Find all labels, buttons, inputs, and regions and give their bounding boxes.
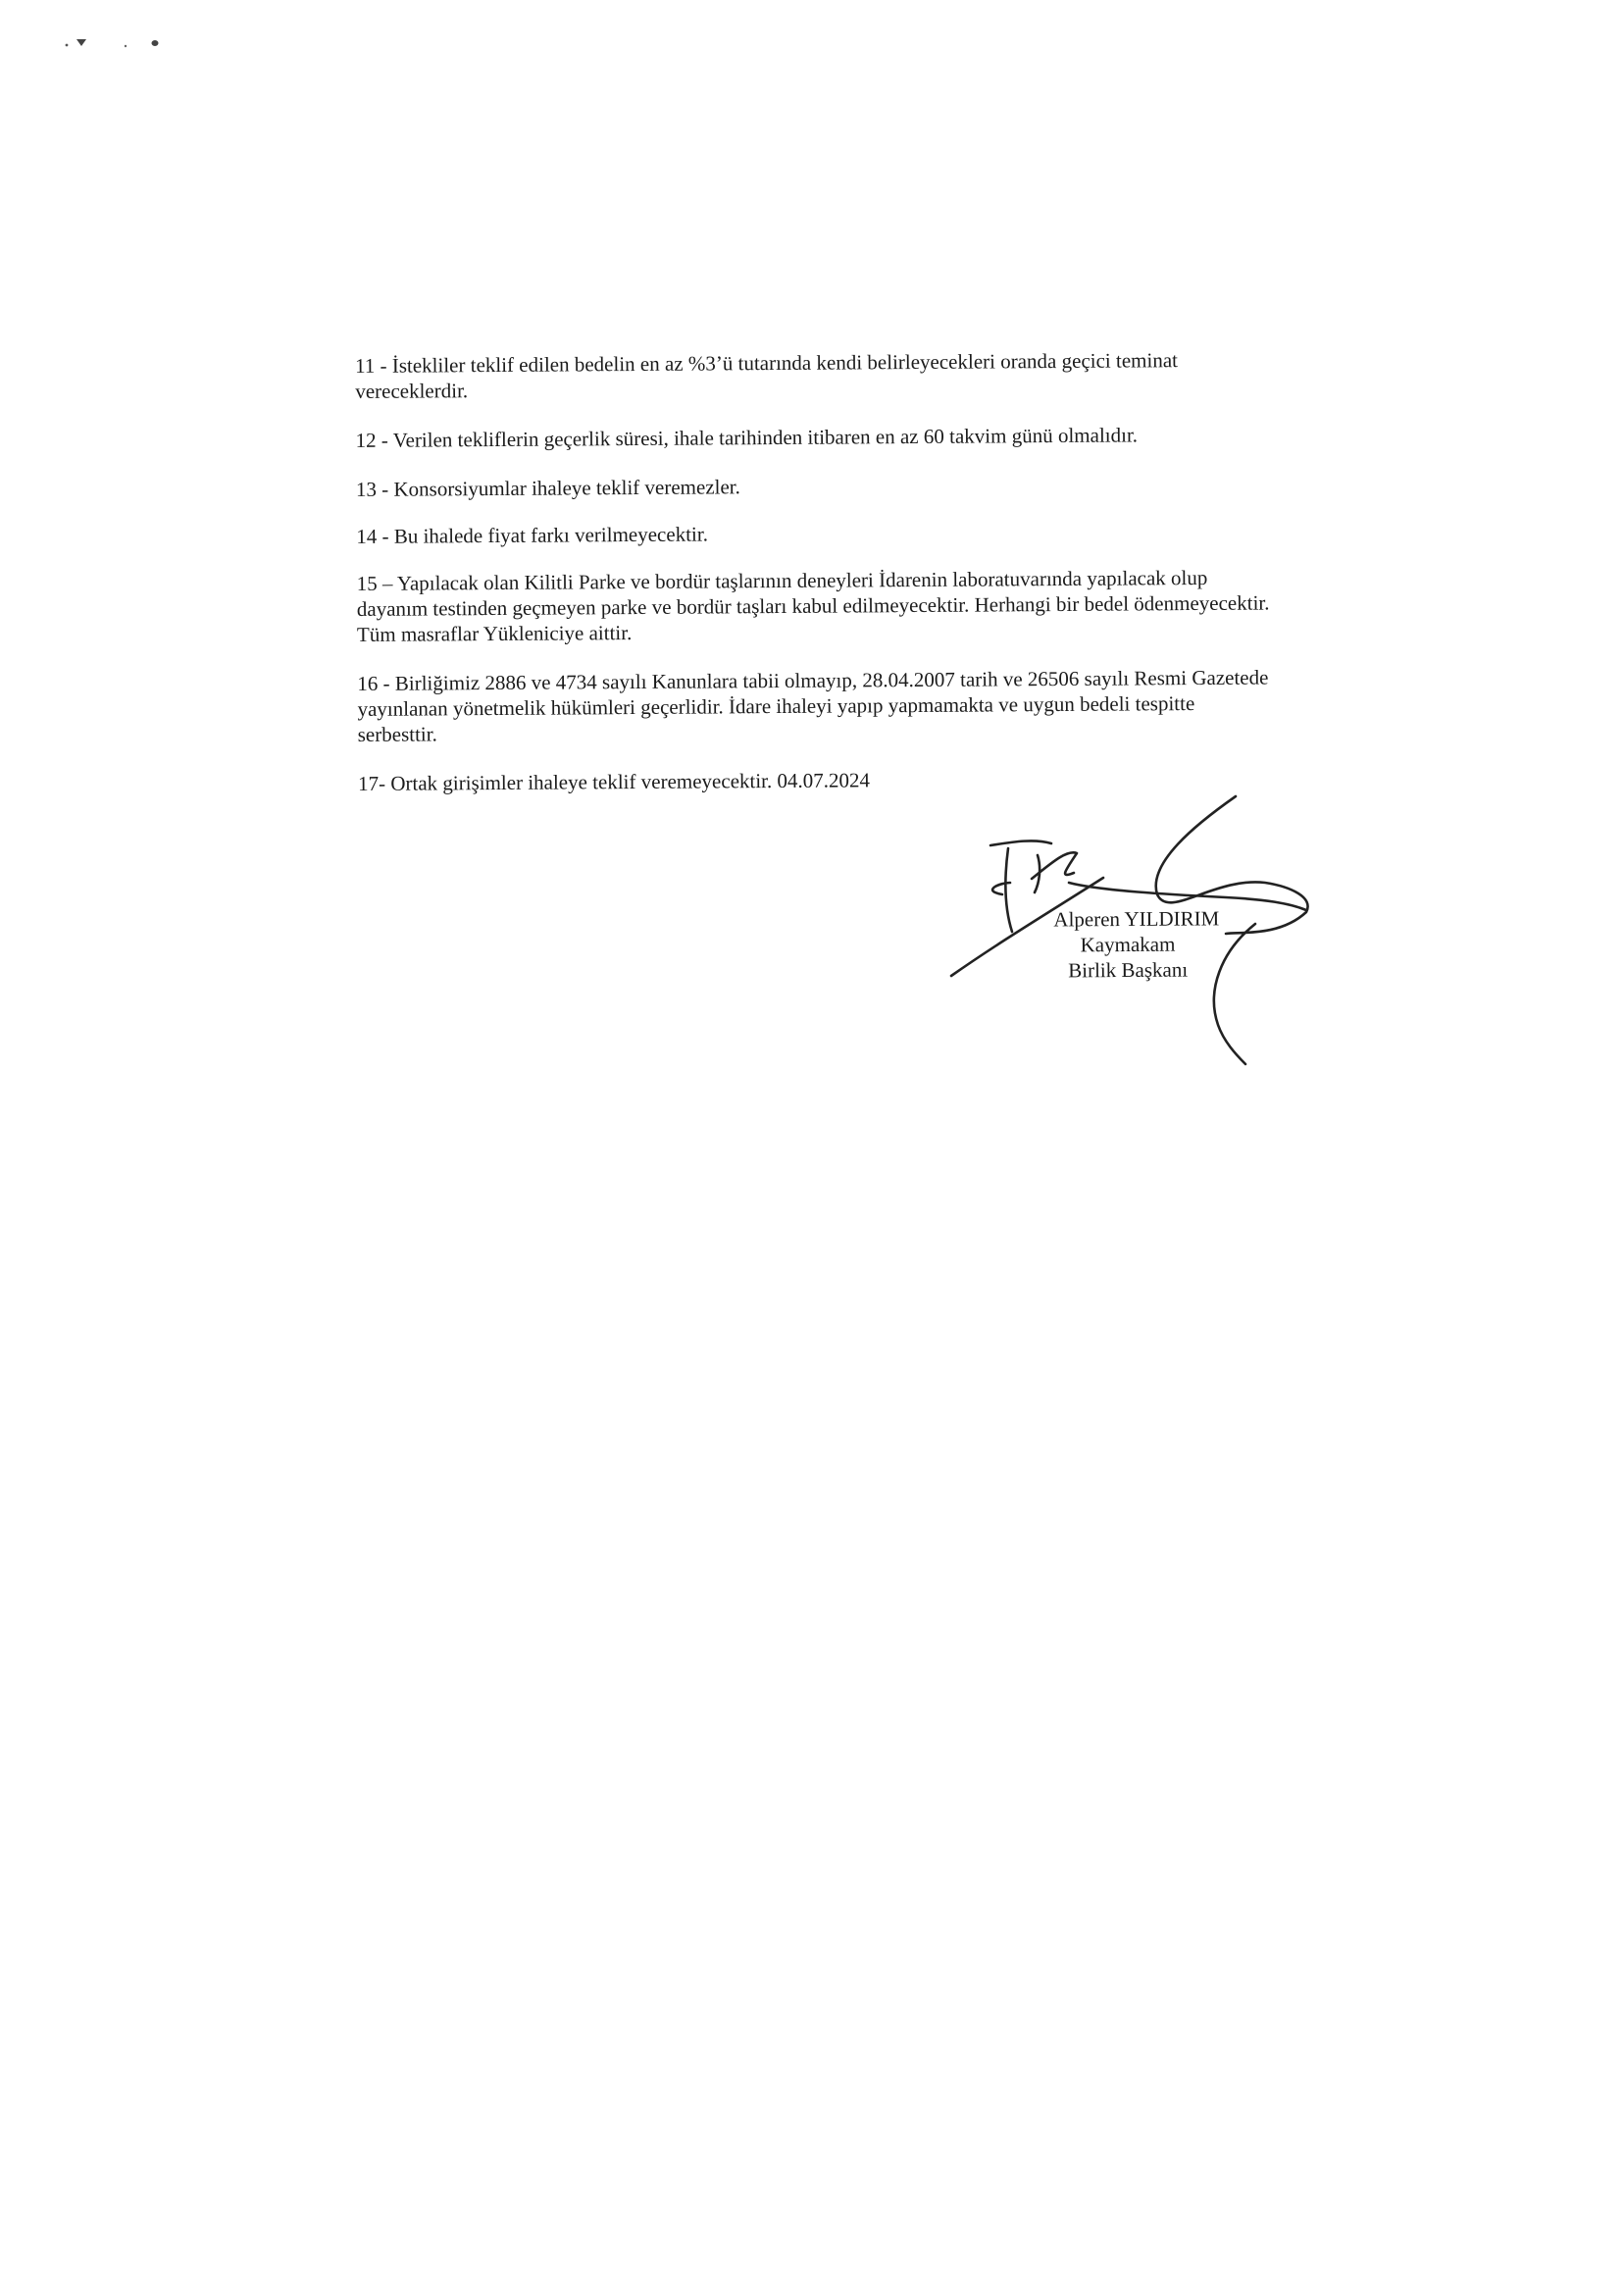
clause-12: 12 - Verilen tekliflerin geçerlik süresi, ihale tarihinden itibaren en az 60 takvim günü olmalıdır. bbox=[355, 423, 1139, 452]
clause-16: 16 - Birliğimiz 2886 ve 4734 sayılı Kanunlara tabii olmayıp, 28.04.2007 tarih ve 26506 sayılı Resmi Gazetede yayınlanan yönetmelik hükümleri geçerlidir. İdare ihaleyi yapıp yapmamakta ve uygun bedeli tespitte serbesttir. bbox=[357, 665, 1269, 746]
clause-13: 13 - Konsorsiyumlar ihaleye teklif veremezler. bbox=[355, 475, 740, 501]
signatory-name: Alperen YILDIRIM bbox=[1053, 906, 1220, 932]
document-body bbox=[355, 346, 1280, 820]
signature-block bbox=[1020, 905, 1237, 984]
signatory-title: Kaymakam bbox=[1080, 932, 1176, 957]
clause-17-date: 17- Ortak girişimler ihaleye teklif veremeyecektir. 04.07.2024 bbox=[357, 768, 871, 795]
signatory-role: Birlik Başkanı bbox=[1068, 957, 1189, 983]
scan-speck-icon bbox=[59, 29, 177, 59]
clause-15: 15 – Yapılacak olan Kilitli Parke ve bordür taşlarının deneyleri İdarenin laboratuvarında yapılacak olup dayanım testinden geçmeyen parke ve bordür taşları kabul edilmeyecektir. Herhangi bir bedel ödenmeyecektir. Tüm masraflar Yükleniciye aittir. bbox=[356, 565, 1270, 646]
clause-14: 14 - Bu ihalede fiyat farkı verilmeyecektir. bbox=[356, 522, 709, 548]
clause-11: 11 - İstekliler teklif edilen bedelin en az %3’ü tutarında kendi belirleyecekleri oranda geçici teminat vereceklerdir. bbox=[355, 348, 1179, 403]
